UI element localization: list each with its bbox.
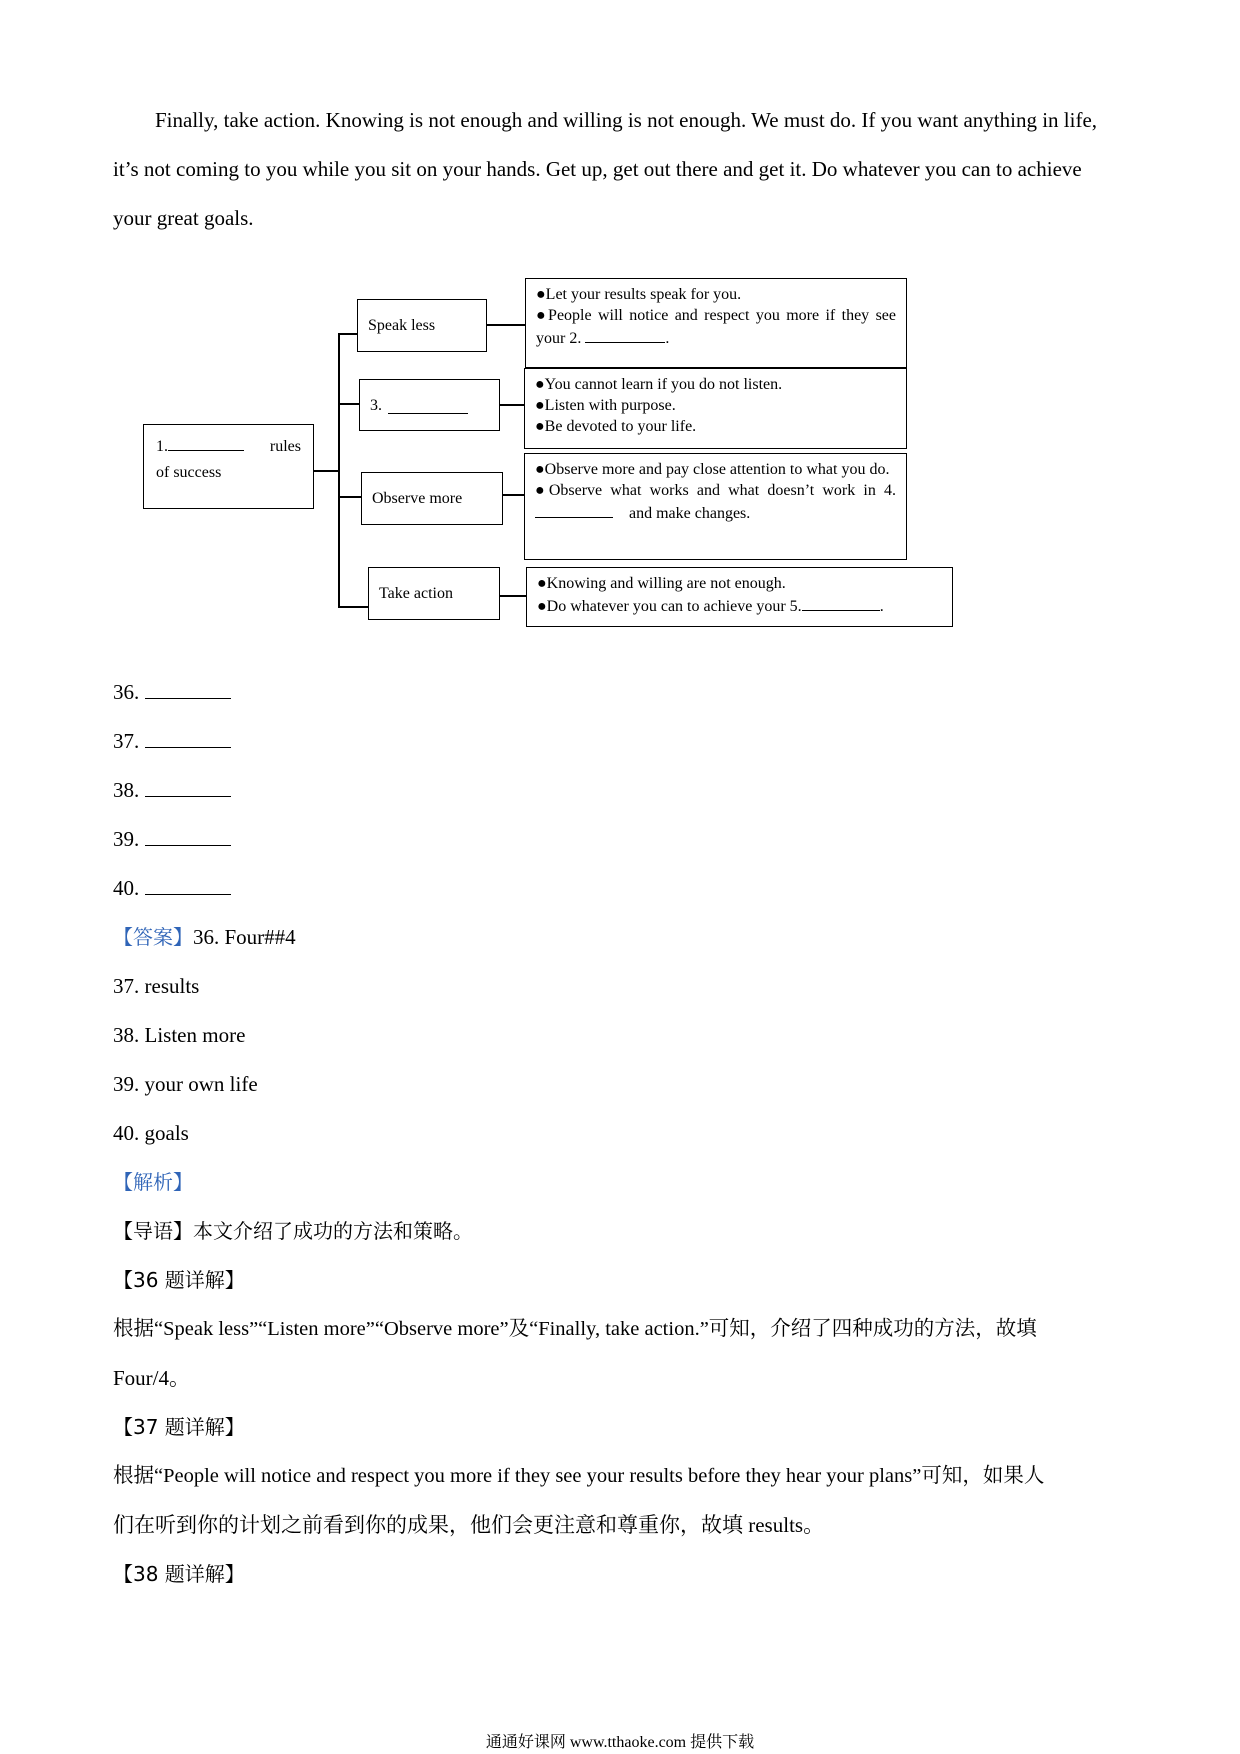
root-box — [143, 424, 314, 509]
q36-detail-text-2: Four/4。 — [113, 1366, 191, 1390]
question-37: 37. — [113, 726, 231, 756]
answer-blank-40 — [145, 874, 231, 895]
answer-line-37: 37. results — [113, 974, 200, 998]
blank-5 — [802, 594, 880, 611]
branch-observe-more: Observe more — [361, 472, 503, 525]
connector-branch-4 — [338, 606, 369, 608]
blank-3 — [388, 397, 468, 414]
q36-detail-title: 【36 题详解】 — [113, 1268, 245, 1292]
connector-detail-1 — [486, 324, 526, 326]
answer-blank-38 — [145, 776, 231, 797]
q37-detail-text-1: 根据“People will notice and respect you more if they see your results before they hear your plans”可知，如果人 — [113, 1465, 1045, 1487]
connector-detail-2 — [499, 404, 525, 406]
answer-line-38: 38. Listen more — [113, 1023, 246, 1047]
connector-branch-1 — [338, 333, 358, 335]
answer-tag: 【答案】 — [113, 925, 193, 949]
branch-take-action: Take action — [368, 567, 500, 620]
question-40: 40. — [113, 873, 231, 903]
branch-blank-3: 3. — [359, 379, 500, 431]
connector-trunk — [338, 333, 340, 608]
connector-root — [313, 470, 338, 472]
answer-line-36: 【答案】36. Four##4 — [113, 925, 296, 949]
detail-take-action: ●Knowing and willing are not enough. ●Do whatever you can to achieve your 5. . — [526, 567, 953, 627]
q37-detail-text-2: 们在听到你的计划之前看到你的成果，他们会更注意和尊重你，故填 results。 — [113, 1513, 825, 1537]
question-36: 36. — [113, 677, 231, 707]
analysis-intro: 【导语】本文介绍了成功的方法和策略。 — [113, 1219, 473, 1243]
q36-detail-text-1: 根据“Speak less”“Listen more”“Observe more”及“Finally, take action.”可知，介绍了四种成功的方法，故填 — [113, 1318, 1037, 1340]
page-footer: 通通好课网 www.tthaoke.com 提供下载 — [485, 1734, 755, 1751]
connector-detail-3 — [502, 494, 525, 496]
connector-branch-2 — [338, 403, 360, 405]
connector-branch-3 — [338, 496, 362, 498]
detail-listen: ●You cannot learn if you do not listen. ●Listen with purpose. ●Be devoted to your life. — [524, 368, 907, 449]
question-38: 38. — [113, 775, 231, 805]
root-prefix: 1. — [156, 438, 168, 455]
blank-1 — [168, 434, 244, 451]
answer-line-39: 39. your own life — [113, 1072, 258, 1096]
answer-line-40: 40. goals — [113, 1121, 189, 1145]
blank-2 — [585, 326, 665, 343]
detail-observe-more: ●Observe more and pay close attention to what you do. ●Observe what works and what doesn’t work in 4. and make changes. — [524, 453, 907, 560]
answer-blank-39 — [145, 825, 231, 846]
root-suffix: rules — [269, 438, 301, 455]
analysis-tag: 【解析】 — [113, 1170, 193, 1194]
q38-detail-title: 【38 题详解】 — [113, 1562, 245, 1586]
answer-blank-37 — [145, 727, 231, 748]
root-line2: of success — [156, 464, 222, 481]
q37-detail-title: 【37 题详解】 — [113, 1415, 245, 1439]
branch-speak-less: Speak less — [357, 299, 487, 352]
question-39: 39. — [113, 824, 231, 854]
connector-detail-4 — [499, 595, 527, 597]
answer-blank-36 — [145, 678, 231, 699]
blank-4 — [535, 501, 613, 518]
final-paragraph: Finally, take action. Knowing is not enough and willing is not enough. We must do. If you want anything in life, it’s not coming to you while you sit on your hands. Get up, get out there and get it. Do whatever you can to achieve your great goals. — [113, 108, 1098, 230]
detail-speak-less: ●Let your results speak for you. ●People will notice and respect you more if they see your 2. . — [525, 278, 907, 368]
